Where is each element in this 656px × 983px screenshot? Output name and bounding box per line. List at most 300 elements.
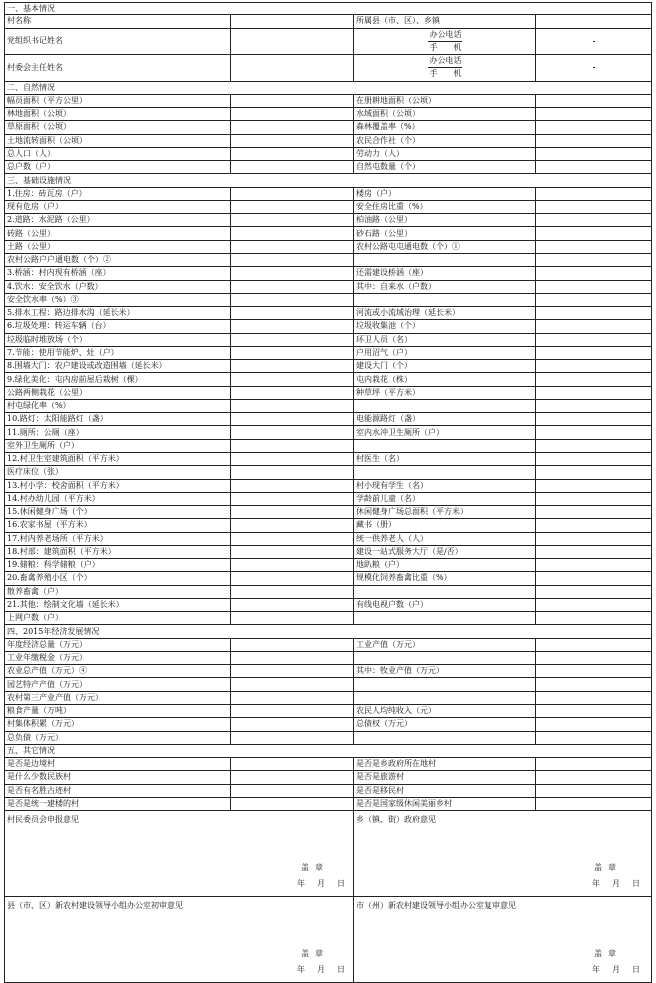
row-label-right: 还需建设桥涵（座） [354, 267, 536, 279]
phone-fields [536, 29, 651, 55]
row-label: 18.村部：建筑面积（平方米） [5, 546, 231, 558]
section-header-basic [4, 2, 652, 15]
row-label: 园艺特产产值（万元） [5, 678, 231, 690]
row-value-field-right[interactable] [536, 493, 651, 505]
field-mobile[interactable] [593, 41, 595, 54]
row-value-field[interactable] [231, 254, 354, 266]
label-county-town: 所属县（市、区）、乡镇 [354, 15, 536, 27]
row-label-right: 统一供养老人（人） [354, 533, 536, 545]
row-value-field[interactable] [231, 320, 354, 332]
label-mobile: 手 机 [428, 41, 462, 54]
table-row [4, 785, 652, 798]
row-value-field[interactable] [231, 387, 354, 399]
row-label: 6.垃圾处理：转运车辆（台） [5, 320, 231, 332]
field-mobile[interactable] [593, 67, 595, 80]
row-label-right: 总债权（万元） [354, 718, 536, 730]
row-label: 总负债（万元） [5, 732, 231, 744]
table-row [4, 241, 652, 254]
city-office-opinion[interactable] [354, 897, 651, 982]
row-label: 2.道路：水泥路（公里） [5, 214, 231, 226]
row-label: 草原面积（公顷） [5, 121, 231, 133]
row-label-right: 是否是移民村 [354, 785, 536, 797]
village-info-form [4, 2, 652, 983]
row-value-field[interactable] [231, 267, 354, 279]
row-label: 是否是边境村 [5, 758, 231, 770]
row-label: 是否是统一建楼的村 [5, 798, 231, 810]
row-value-field[interactable] [231, 493, 354, 505]
row-value-field[interactable] [231, 227, 354, 239]
day-label: 日 [632, 879, 640, 889]
row-value-field[interactable] [231, 347, 354, 359]
economy-rows [4, 639, 652, 745]
table-row [4, 108, 652, 121]
row-label: 幅员面积（平方公里） [5, 95, 231, 107]
row-label-right: 屯内栽花（株） [354, 373, 536, 385]
row-value-field[interactable] [231, 506, 354, 518]
row-label-right: 环卫人员（名） [354, 334, 536, 346]
row-label-right-empty [354, 732, 536, 744]
row-label-right-empty [354, 612, 536, 624]
row-label: 8.围墙大门：农户建设或改造围墙（延长米） [5, 360, 231, 372]
row-label: 现有危房（户） [5, 201, 231, 213]
row-label-right: 劳动力（人） [354, 148, 536, 160]
table-row [4, 705, 652, 718]
row-value-field-right[interactable] [536, 466, 651, 478]
row-value-field[interactable] [231, 148, 354, 160]
month-label: 月 [317, 965, 325, 975]
table-row [4, 639, 652, 652]
row-label-right-empty [354, 294, 536, 306]
row-value-field-right[interactable] [536, 254, 651, 266]
row-value-field-right[interactable] [536, 347, 651, 359]
row-label-right: 村医生（名） [354, 453, 536, 465]
label-office-phone: 办公电话 [429, 56, 462, 66]
row-label: 村屯绿化率（%） [5, 400, 231, 412]
table-row [4, 678, 652, 691]
row-label: 3.桥涵：村内现有桥涵（座） [5, 267, 231, 279]
table-row [4, 334, 652, 347]
day-label: 日 [337, 879, 345, 889]
row-value-field[interactable] [231, 480, 354, 492]
city-office-title: 市（州）新农村建设领导小组办公室复审意见 [356, 901, 516, 911]
row-value-field[interactable] [231, 201, 354, 213]
row-value-field-right[interactable] [536, 506, 651, 518]
table-row [4, 732, 652, 745]
row-value-field[interactable] [231, 771, 354, 783]
row-value-field-right[interactable] [536, 334, 651, 346]
row-label: 4.饮水：安全饮水（户数） [5, 281, 231, 293]
month-label: 月 [612, 879, 620, 889]
row-value-field-right[interactable] [536, 148, 651, 160]
row-value-field-right[interactable] [536, 281, 651, 293]
row-label-right: 种草坪（平方米） [354, 387, 536, 399]
row-party-secretary [4, 29, 652, 56]
row-value-field[interactable] [231, 705, 354, 717]
county-office-opinion[interactable] [5, 897, 354, 982]
row-value-field-right[interactable] [536, 267, 651, 279]
row-label-right-empty [354, 586, 536, 598]
row-value-field[interactable] [231, 692, 354, 704]
row-label: 散养畜禽（户） [5, 586, 231, 598]
month-label: 月 [317, 879, 325, 889]
row-value-field[interactable] [231, 639, 354, 651]
row-label-right: 其中：牧业产值（万元） [354, 665, 536, 677]
row-label: 医疗床位（张） [5, 466, 231, 478]
row-value-field[interactable] [231, 453, 354, 465]
row-value-field[interactable] [231, 188, 354, 200]
row-value-field-right[interactable] [536, 440, 651, 452]
row-value-field-right[interactable] [536, 400, 651, 412]
row-label-right: 藏书（册） [354, 519, 536, 531]
row-value-field[interactable] [231, 586, 354, 598]
row-value-field[interactable] [231, 413, 354, 425]
row-value-field[interactable] [231, 307, 354, 319]
field-village-name[interactable] [231, 15, 354, 27]
row-value-field[interactable] [231, 108, 354, 120]
date-line [592, 966, 640, 974]
row-label-right-empty [354, 466, 536, 478]
row-label: 12.村卫生室建筑面积（平方米） [5, 453, 231, 465]
day-label: 日 [337, 965, 345, 975]
row-label-right: 自然屯数量（个） [354, 161, 536, 173]
row-value-field[interactable] [231, 572, 354, 584]
day-label: 日 [632, 965, 640, 975]
row-label-right: 户用沼气（户） [354, 347, 536, 359]
row-label-right: 在册耕地面积（公顷） [354, 95, 536, 107]
row-value-field-right[interactable] [536, 227, 651, 239]
row-value-field-right[interactable] [536, 705, 651, 717]
row-committee-director [4, 55, 652, 82]
section-title: 五、其它情况 [7, 745, 55, 755]
table-row [4, 665, 652, 678]
row-value-field[interactable] [231, 798, 354, 810]
table-row [4, 493, 652, 506]
row-label: 总户数（户） [5, 161, 231, 173]
section-title: 一、基本情况 [7, 3, 55, 13]
row-value-field[interactable] [231, 121, 354, 133]
row-value-field-right[interactable] [536, 533, 651, 545]
row-value-field[interactable] [231, 95, 354, 107]
township-gov-opinion[interactable] [354, 811, 651, 896]
table-row [4, 506, 652, 519]
row-value-field-right[interactable] [536, 758, 651, 770]
signature-row-2 [4, 897, 652, 983]
row-label: 砖路（公里） [5, 227, 231, 239]
row-value-field-right[interactable] [536, 387, 651, 399]
row-value-field-right[interactable] [536, 413, 651, 425]
label-office-phone: 办公电话 [429, 29, 462, 39]
table-row [4, 281, 652, 294]
month-label: 月 [612, 965, 620, 975]
table-row [4, 294, 652, 307]
row-label-right-empty [354, 440, 536, 452]
row-value-field[interactable] [231, 466, 354, 478]
row-value-field-right[interactable] [536, 771, 651, 783]
row-label-right: 建设一站式服务大厅（是/否） [354, 546, 536, 558]
row-value-field-right[interactable] [536, 360, 651, 372]
row-value-field[interactable] [231, 785, 354, 797]
row-label: 农村第三产业产值（万元） [5, 692, 231, 704]
row-value-field-right[interactable] [536, 214, 651, 226]
year-label: 年 [592, 879, 600, 889]
table-row [4, 559, 652, 572]
other-rows [4, 758, 652, 811]
table-row [4, 214, 652, 227]
table-row [4, 599, 652, 612]
table-row [4, 480, 652, 493]
row-label: 年度经济总量（万元） [5, 639, 231, 651]
row-value-field-right[interactable] [536, 639, 651, 651]
row-label-right: 村小现有学生（名） [354, 480, 536, 492]
label-mobile: 手 机 [428, 67, 462, 80]
row-value-field[interactable] [231, 732, 354, 744]
row-label-right: 是否是旅游村 [354, 771, 536, 783]
table-row [4, 466, 652, 479]
row-value-field-right[interactable] [536, 559, 651, 571]
row-value-field[interactable] [231, 294, 354, 306]
row-value-field[interactable] [231, 665, 354, 677]
row-value-field[interactable] [231, 559, 354, 571]
row-value-field[interactable] [231, 599, 354, 611]
row-value-field-right[interactable] [536, 426, 651, 438]
table-row [4, 267, 652, 280]
field-committee-director[interactable] [231, 55, 354, 81]
table-row [4, 387, 652, 400]
row-label-right: 柏油路（公里） [354, 214, 536, 226]
row-value-field[interactable] [231, 440, 354, 452]
row-label: 总人口（人） [5, 148, 231, 160]
field-office-phone[interactable] [593, 55, 595, 67]
row-value-field[interactable] [231, 241, 354, 253]
table-row [4, 718, 652, 731]
row-label-right: 农民合作社（个） [354, 135, 536, 147]
row-label: 室外卫生厕所（户） [5, 440, 231, 452]
field-county-town[interactable] [536, 15, 651, 27]
row-label: 19.储粮：科学储粮（户） [5, 559, 231, 571]
row-label: 20.畜禽养殖小区（个） [5, 572, 231, 584]
row-village-name [4, 15, 652, 28]
row-label: 是什么少数民族村 [5, 771, 231, 783]
table-row [4, 254, 652, 267]
row-value-field-right[interactable] [536, 453, 651, 465]
label-committee-director: 村委会主任姓名 [5, 55, 231, 81]
row-value-field[interactable] [231, 612, 354, 624]
table-row [4, 771, 652, 784]
row-value-field-right[interactable] [536, 480, 651, 492]
row-label: 7.节能：使用节能炉、灶（户） [5, 347, 231, 359]
row-label-right: 楼房（户） [354, 188, 536, 200]
label-village-name: 村名称 [5, 15, 231, 27]
row-value-field-right[interactable] [536, 161, 651, 173]
row-label-right-empty [354, 652, 536, 664]
row-value-field[interactable] [231, 334, 354, 346]
row-label-right: 地趴粮（户） [354, 559, 536, 571]
row-label-right: 工业产值（万元） [354, 639, 536, 651]
table-row [4, 692, 652, 705]
row-value-field[interactable] [231, 281, 354, 293]
row-label-right: 农村公路屯屯通电数（个）① [354, 241, 536, 253]
row-label: 农村公路户户通电数（个）② [5, 254, 231, 266]
section-title: 二、自然情况 [7, 82, 55, 92]
table-row [4, 135, 652, 148]
row-value-field-right[interactable] [536, 718, 651, 730]
table-row [4, 798, 652, 811]
row-value-field[interactable] [231, 758, 354, 770]
infra-rows [4, 188, 652, 626]
row-label: 10.路灯：太阳能路灯（盏） [5, 413, 231, 425]
seal-label: 盖章 [594, 863, 622, 873]
row-value-field[interactable] [231, 678, 354, 690]
phone-labels [354, 55, 536, 81]
row-label-right: 砂石路（公里） [354, 227, 536, 239]
seal-label: 盖章 [594, 949, 622, 959]
table-row [4, 612, 652, 625]
signature-row-1 [4, 811, 652, 897]
row-label: 工业年缴税金（万元） [5, 652, 231, 664]
row-value-field-right[interactable] [536, 307, 651, 319]
row-value-field-right[interactable] [536, 294, 651, 306]
row-value-field[interactable] [231, 400, 354, 412]
row-value-field-right[interactable] [536, 599, 651, 611]
row-label: 上网户数（户） [5, 612, 231, 624]
row-value-field[interactable] [231, 533, 354, 545]
row-label: 村集体积累（万元） [5, 718, 231, 730]
row-value-field-right[interactable] [536, 692, 651, 704]
row-label-right: 电能源路灯（盏） [354, 413, 536, 425]
row-value-field[interactable] [231, 546, 354, 558]
row-value-field[interactable] [231, 426, 354, 438]
table-row [4, 413, 652, 426]
table-row [4, 347, 652, 360]
row-value-field-right[interactable] [536, 121, 651, 133]
section-header-infra [4, 174, 652, 187]
seal-label: 盖章 [301, 949, 329, 959]
phone-fields [536, 55, 651, 81]
field-office-phone[interactable] [593, 29, 595, 41]
section-title: 三、基础设施情况 [7, 175, 71, 185]
table-row [4, 758, 652, 771]
table-row [4, 426, 652, 439]
table-row [4, 320, 652, 333]
row-value-field-right[interactable] [536, 798, 651, 810]
row-label-right: 是否是乡政府所在地村 [354, 758, 536, 770]
table-row [4, 201, 652, 214]
row-value-field-right[interactable] [536, 652, 651, 664]
date-line [297, 880, 345, 888]
label-party-secretary: 党组织书记姓名 [5, 29, 231, 55]
row-value-field-right[interactable] [536, 135, 651, 147]
table-row [4, 360, 652, 373]
row-label: 16.农家书屋（平方米） [5, 519, 231, 531]
table-row [4, 572, 652, 585]
row-label: 是否有名胜古迹村 [5, 785, 231, 797]
row-value-field-right[interactable] [536, 241, 651, 253]
village-committee-title: 村民委员会申报意见 [7, 815, 79, 825]
row-value-field[interactable] [231, 373, 354, 385]
row-value-field-right[interactable] [536, 188, 651, 200]
row-label-right: 农民人均纯收入（元） [354, 705, 536, 717]
row-value-field-right[interactable] [536, 108, 651, 120]
row-label-right: 森林覆盖率（%） [354, 121, 536, 133]
section-header-other [4, 745, 652, 758]
row-label: 林地面积（公顷） [5, 108, 231, 120]
row-label-right-empty [354, 692, 536, 704]
table-row [4, 188, 652, 201]
row-value-field-right[interactable] [536, 373, 651, 385]
field-party-secretary[interactable] [231, 29, 354, 55]
table-row [4, 227, 652, 240]
section-header-natural [4, 82, 652, 95]
row-label: 9.绿化美化：屯内房前屋后栽树（棵） [5, 373, 231, 385]
row-value-field-right[interactable] [536, 572, 651, 584]
row-value-field-right[interactable] [536, 546, 651, 558]
row-label-right-empty [354, 254, 536, 266]
table-row [4, 121, 652, 134]
year-label: 年 [297, 965, 305, 975]
row-label-right: 河流或小流域治理（延长米） [354, 307, 536, 319]
row-value-field-right[interactable] [536, 201, 651, 213]
row-value-field[interactable] [231, 652, 354, 664]
date-line [297, 966, 345, 974]
row-label: 11.厕所：公厕（座） [5, 426, 231, 438]
row-label: 21.其他：绘制文化墙（延长米） [5, 599, 231, 611]
row-value-field-right[interactable] [536, 95, 651, 107]
row-label: 15.休闲健身广场（个） [5, 506, 231, 518]
year-label: 年 [592, 965, 600, 975]
section-header-economy [4, 625, 652, 638]
row-value-field-right[interactable] [536, 586, 651, 598]
table-row [4, 373, 652, 386]
row-value-field[interactable] [231, 360, 354, 372]
year-label: 年 [297, 879, 305, 889]
row-label: 13.村小学：校舍面积（平方米） [5, 480, 231, 492]
row-label-right-empty [354, 678, 536, 690]
row-label: 土路（公里） [5, 241, 231, 253]
row-label-right: 学龄前儿童（名） [354, 493, 536, 505]
section-title: 四、2015年经济发展情况 [7, 626, 100, 636]
date-line [592, 880, 640, 888]
row-value-field[interactable] [231, 519, 354, 531]
row-value-field-right[interactable] [536, 732, 651, 744]
table-row [4, 148, 652, 161]
row-value-field-right[interactable] [536, 519, 651, 531]
row-label: 垃圾临时堆放场（个） [5, 334, 231, 346]
table-row [4, 652, 652, 665]
table-row [4, 519, 652, 532]
row-label-right-empty [354, 400, 536, 412]
township-gov-title: 乡（镇、街）政府意见 [356, 815, 436, 825]
row-label: 17.村内养老场所（平方米） [5, 533, 231, 545]
row-value-field-right[interactable] [536, 665, 651, 677]
row-value-field[interactable] [231, 718, 354, 730]
row-value-field[interactable] [231, 214, 354, 226]
row-value-field[interactable] [231, 161, 354, 173]
table-row [4, 586, 652, 599]
row-label: 1.住房：砖瓦房（户） [5, 188, 231, 200]
row-label-right: 安全住房比重（%） [354, 201, 536, 213]
row-label-right: 有线电视户数（户） [354, 599, 536, 611]
village-committee-opinion[interactable] [5, 811, 354, 896]
row-value-field-right[interactable] [536, 320, 651, 332]
row-label-right: 水域面积（公顷） [354, 108, 536, 120]
row-label: 14.村办幼儿园（平方米） [5, 493, 231, 505]
row-label: 土地流转面积（公顷） [5, 135, 231, 147]
row-value-field[interactable] [231, 135, 354, 147]
row-value-field-right[interactable] [536, 785, 651, 797]
row-value-field-right[interactable] [536, 678, 651, 690]
table-row [4, 307, 652, 320]
row-value-field-right[interactable] [536, 612, 651, 624]
